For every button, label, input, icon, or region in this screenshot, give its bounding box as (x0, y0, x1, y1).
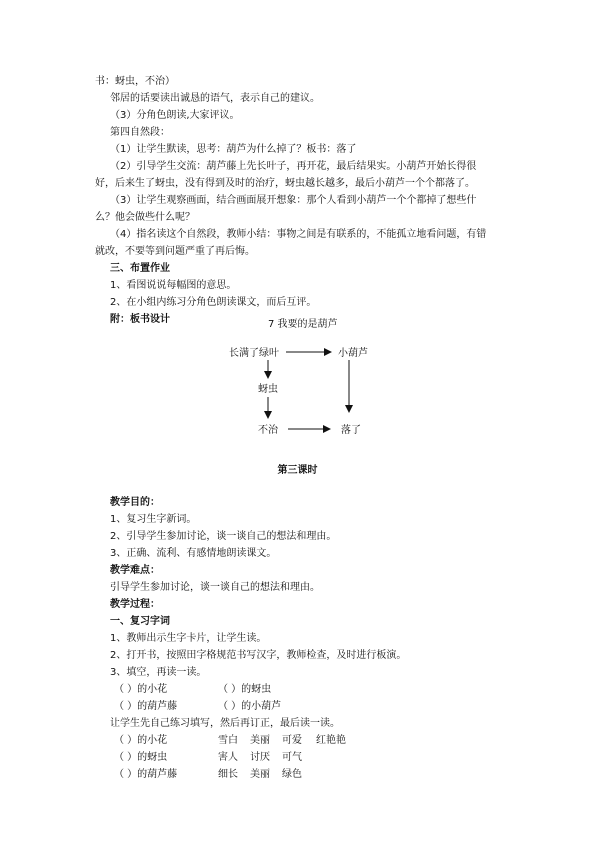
text-line: 么？他会做些什么呢？ (95, 212, 195, 223)
section-heading: 附：板书设计 (110, 314, 170, 325)
text-line: 1、复习生字新词。 (110, 514, 197, 525)
choice-option: 红艳艳 (316, 735, 346, 746)
choice-blank: （ ）的葫芦藤 (114, 769, 178, 780)
text-line: （4）指名读这个自然段，教师小结：事物之间是有联系的，不能孤立地看问题，有错 (110, 229, 487, 240)
text-line: （3）分角色朗读,大家评议。 (110, 110, 240, 121)
text-line: 2、引导学生参加讨论，谈一谈自己的想法和理由。 (110, 531, 337, 542)
choice-option: 讨厌 (250, 752, 270, 763)
text-line: 引导学生参加讨论，谈一谈自己的想法和理由。 (110, 582, 320, 593)
fill-blank: （ ）的小葫芦 (218, 701, 282, 712)
text-line: 书：蚜虫，不治） (95, 76, 175, 87)
choice-option: 美丽 (250, 769, 270, 780)
choice-option: 害人 (218, 752, 238, 763)
choice-option: 细长 (218, 769, 238, 780)
text-line: 邻居的话要读出诚恳的语气，表示自己的建议。 (110, 93, 320, 104)
process-title: 教学过程： (110, 599, 160, 610)
choice-option: 雪白 (218, 735, 238, 746)
step-title: 一、复习字词 (110, 616, 170, 627)
text-line: 3、正确、流利、有感情地朗读课文。 (110, 548, 277, 559)
diagram-title: 7 我要的是葫芦 (268, 319, 338, 330)
text-line: 第四自然段： (110, 127, 170, 138)
choice-blank: （ ）的蚜虫 (114, 752, 168, 763)
text-line: 让学生先自己练习填写，然后再订正，最后读一读。 (110, 718, 340, 729)
choice-option: 可气 (282, 752, 302, 763)
text-line: （1）让学生默读，思考：葫芦为什么掉了？板书：落了 (110, 144, 357, 155)
text-line: （2）引导学生交流：葫芦藤上先长叶子，再开花，最后结果实。小葫芦开始长得很 (110, 161, 477, 172)
text-line: 好，后来生了蚜虫，没有得到及时的治疗，蚜虫越长越多，最后小葫芦一个个都落了。 (95, 178, 475, 189)
text-line: 1、教师出示生字卡片，让学生读。 (110, 633, 267, 644)
choice-blank: （ ）的小花 (114, 735, 168, 746)
choice-option: 美丽 (250, 735, 270, 746)
text-line: 2、在小组内练习分角色朗读课文，而后互评。 (110, 297, 317, 308)
text-line: 2、打开书，按照田字格规范书写汉字，教师检查，及时进行板演。 (110, 650, 407, 661)
fill-blank: （ ）的蚜虫 (218, 684, 272, 695)
diagram-node-gourd: 小葫芦 (338, 348, 368, 359)
diagram-node-untreated: 不治 (258, 425, 278, 436)
difficulty-title: 教学难点： (110, 565, 160, 576)
lesson-heading: 第三课时 (277, 465, 318, 476)
fill-blank: （ ）的葫芦藤 (114, 701, 178, 712)
section-heading: 三、布置作业 (110, 263, 170, 274)
diagram-node-aphid: 蚜虫 (258, 384, 278, 395)
text-line: 3、填空，再读一读。 (110, 667, 207, 678)
text-line: 1、看图说说每幅图的意思。 (110, 280, 237, 291)
choice-option: 绿色 (282, 769, 302, 780)
text-line: （3）让学生观察画面，结合画面展开想象：那个人看到小葫芦一个个都掉了想些什 (110, 195, 477, 206)
text-line: 就改，不要等到问题严重了再后悔。 (95, 246, 255, 257)
diagram-node-leaves: 长满了绿叶 (229, 348, 279, 359)
fill-blank: （ ）的小花 (114, 684, 168, 695)
goal-title: 教学目的： (110, 497, 160, 508)
diagram-node-fallen: 落了 (341, 425, 361, 436)
choice-option: 可爱 (282, 735, 302, 746)
